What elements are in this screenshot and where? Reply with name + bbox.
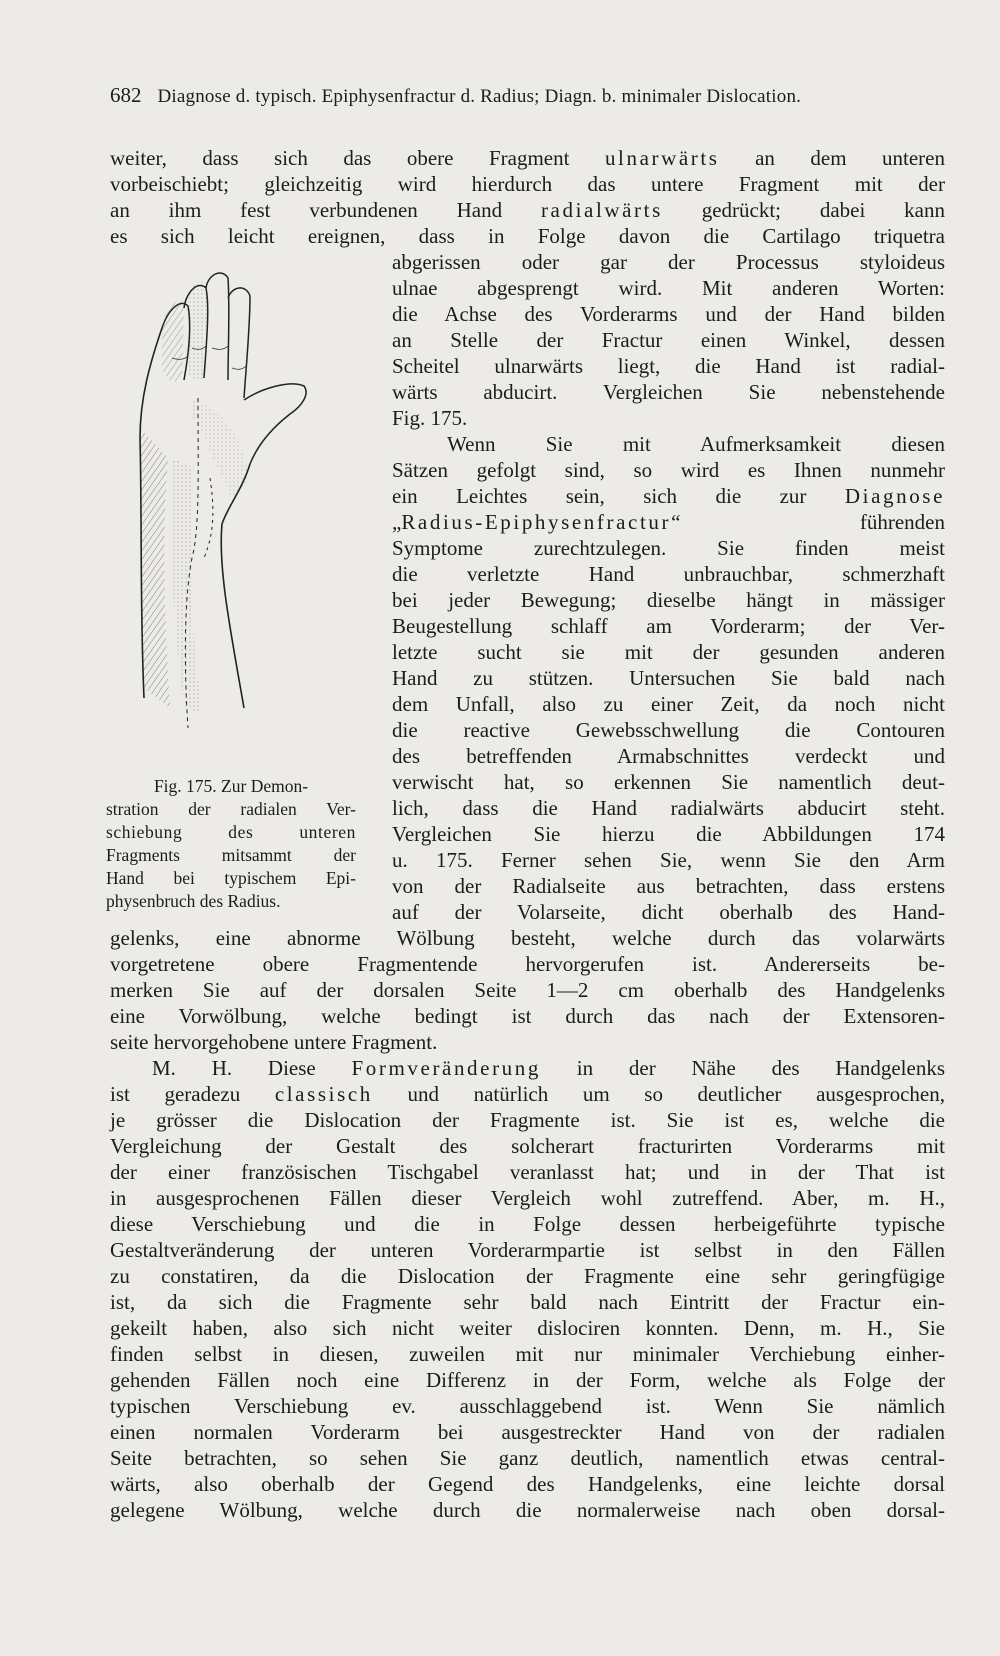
body-line-04: es sich leicht ereignen, dass in Folge davon die Cartilago triquetra — [110, 224, 945, 248]
page-header — [110, 83, 955, 108]
body-line-02: vorbeischiebt; gleichzeitig wird hierdurch das untere Fragment mit der — [110, 172, 945, 196]
body-line-07: die Achse des Vorderarms und der Hand bilden — [392, 302, 945, 326]
body-line-49: typischen Verschiebung ev. ausschlaggebend ist. Wenn Sie nämlich — [110, 1394, 945, 1418]
page-number: 682 — [110, 83, 142, 107]
body-line-19: Beugestellung schlaff am Vorderarm; der Ver- — [392, 614, 945, 638]
body-line-27: Vergleichen Sie hierzu die Abbildungen 174 — [392, 822, 945, 846]
hand-drawing — [132, 268, 372, 768]
body-line-33: merken Sie auf der dorsalen Seite 1—2 cm oberhalb des Handgelenks — [110, 978, 945, 1002]
body-line-26: lich, dass die Hand radialwärts abducirt steht. — [392, 796, 945, 820]
caption-line: Hand bei typischem Epi- — [106, 868, 356, 888]
body-line-25: verwischt hat, so erkennen Sie namentlich deut- — [392, 770, 945, 794]
body-line-21: Hand zu stützen. Untersuchen Sie bald nach — [392, 666, 945, 690]
body-line-32: vorgetretene obere Fragmentende hervorgerufen ist. Andererseits be- — [110, 952, 945, 976]
body-line-50: einen normalen Vorderarm bei ausgestreckter Hand von der radialen — [110, 1420, 945, 1444]
body-line-36: M. H. Diese Formveränderung in der Nähe des Handgelenks — [152, 1056, 945, 1080]
body-line-42: diese Verschiebung und die in Folge dessen herbeigeführte typische — [110, 1212, 945, 1236]
body-line-10: wärts abducirt. Vergleichen Sie nebenstehende — [392, 380, 945, 404]
body-line-14: ein Leichtes sein, sich die zur Diagnose — [392, 484, 945, 508]
body-line-13: Sätzen gefolgt sind, so wird es Ihnen nunmehr — [392, 458, 945, 482]
body-line-09: Scheitel ulnarwärts liegt, die Hand ist radial- — [392, 354, 945, 378]
body-line-12: Wenn Sie mit Aufmerksamkeit diesen — [447, 432, 945, 456]
body-line-35: seite hervorgehobene untere Fragment. — [110, 1030, 438, 1054]
body-line-48: gehenden Fällen noch eine Differenz in der Form, welche als Folge der — [110, 1368, 945, 1392]
caption-line: stration der radialen Ver- — [106, 799, 356, 819]
body-line-51: Seite betrachten, so sehen Sie ganz deutlich, namentlich etwas central- — [110, 1446, 945, 1470]
body-line-24: des betreffenden Armabschnittes verdeckt und — [392, 744, 945, 768]
body-line-20: letzte sucht sie mit der gesunden anderen — [392, 640, 945, 664]
body-line-18: bei jeder Bewegung; dieselbe hängt in mässiger — [392, 588, 945, 612]
caption-line: Fragments mitsammt der — [106, 845, 356, 865]
body-line-47: finden selbst in diesen, zuweilen mit nur minimaler Verchiebung einher- — [110, 1342, 945, 1366]
body-line-06: ulnae abgesprengt wird. Mit anderen Worten: — [392, 276, 945, 300]
body-line-23: die reactive Gewebsschwellung die Contouren — [392, 718, 945, 742]
body-line-11: Fig. 175. — [392, 406, 468, 430]
body-line-31: gelenks, eine abnorme Wölbung besteht, welche durch das volarwärts — [110, 926, 945, 950]
body-line-40: der einer französischen Tischgabel veranlasst hat; und in der That ist — [110, 1160, 945, 1184]
body-line-03: an ihm fest verbundenen Hand radialwärts gedrückt; dabei kann — [110, 198, 945, 222]
body-line-39: Vergleichung der Gestalt des solcherart fracturirten Vorderarms mit — [110, 1134, 945, 1158]
body-line-08: an Stelle der Fractur einen Winkel, dessen — [392, 328, 945, 352]
caption-line: Fig. 175. Zur Demon- — [153, 776, 309, 796]
figure-175-caption — [106, 775, 356, 913]
body-line-15: „Radius-Epiphysenfractur“ führenden — [392, 510, 945, 534]
running-head: Diagnose d. typisch. Epiphysenfractur d. Radius; Diagn. b. minimaler Dislocation. — [157, 86, 802, 107]
body-line-29: von der Radialseite aus betrachten, dass erstens — [392, 874, 945, 898]
body-line-44: zu constatiren, da die Dislocation der Fragmente eine sehr geringfügige — [110, 1264, 945, 1288]
body-line-53: gelegene Wölbung, welche durch die normalerweise nach oben dorsal- — [110, 1498, 945, 1522]
body-line-22: dem Unfall, also zu einer Zeit, da noch nicht — [392, 692, 945, 716]
body-line-41: in ausgesprochenen Fällen dieser Vergleich wohl zutreffend. Aber, m. H., — [110, 1186, 945, 1210]
body-line-28: u. 175. Ferner sehen Sie, wenn Sie den Arm — [392, 848, 945, 872]
body-line-01: weiter, dass sich das obere Fragment ulnarwärts an dem unteren — [110, 146, 945, 170]
body-line-46: gekeilt haben, also sich nicht weiter dislociren konnten. Denn, m. H., Sie — [110, 1316, 945, 1340]
body-line-38: je grösser die Dislocation der Fragmente ist. Sie ist es, welche die — [110, 1108, 945, 1132]
body-line-17: die verletzte Hand unbrauchbar, schmerzhaft — [392, 562, 945, 586]
body-line-52: wärts, also oberhalb der Gegend des Handgelenks, eine leichte dorsal — [110, 1472, 945, 1496]
caption-line: physenbruch des Radius. — [106, 891, 281, 911]
figure-175-hand-illustration — [132, 268, 372, 768]
body-line-05: abgerissen oder gar der Processus styloideus — [392, 250, 945, 274]
caption-line: schiebung des unteren — [106, 822, 356, 842]
body-line-16: Symptome zurechtzulegen. Sie finden meist — [392, 536, 945, 560]
body-line-43: Gestaltveränderung der unteren Vorderarmpartie ist selbst in den Fällen — [110, 1238, 945, 1262]
body-line-30: auf der Volarseite, dicht oberhalb des Hand- — [392, 900, 945, 924]
body-line-37: ist geradezu classisch und natürlich um so deutlicher ausgesprochen, — [110, 1082, 945, 1106]
body-line-34: eine Vorwölbung, welche bedingt ist durch das nach der Extensoren- — [110, 1004, 945, 1028]
body-line-45: ist, da sich die Fragmente sehr bald nach Eintritt der Fractur ein- — [110, 1290, 945, 1314]
